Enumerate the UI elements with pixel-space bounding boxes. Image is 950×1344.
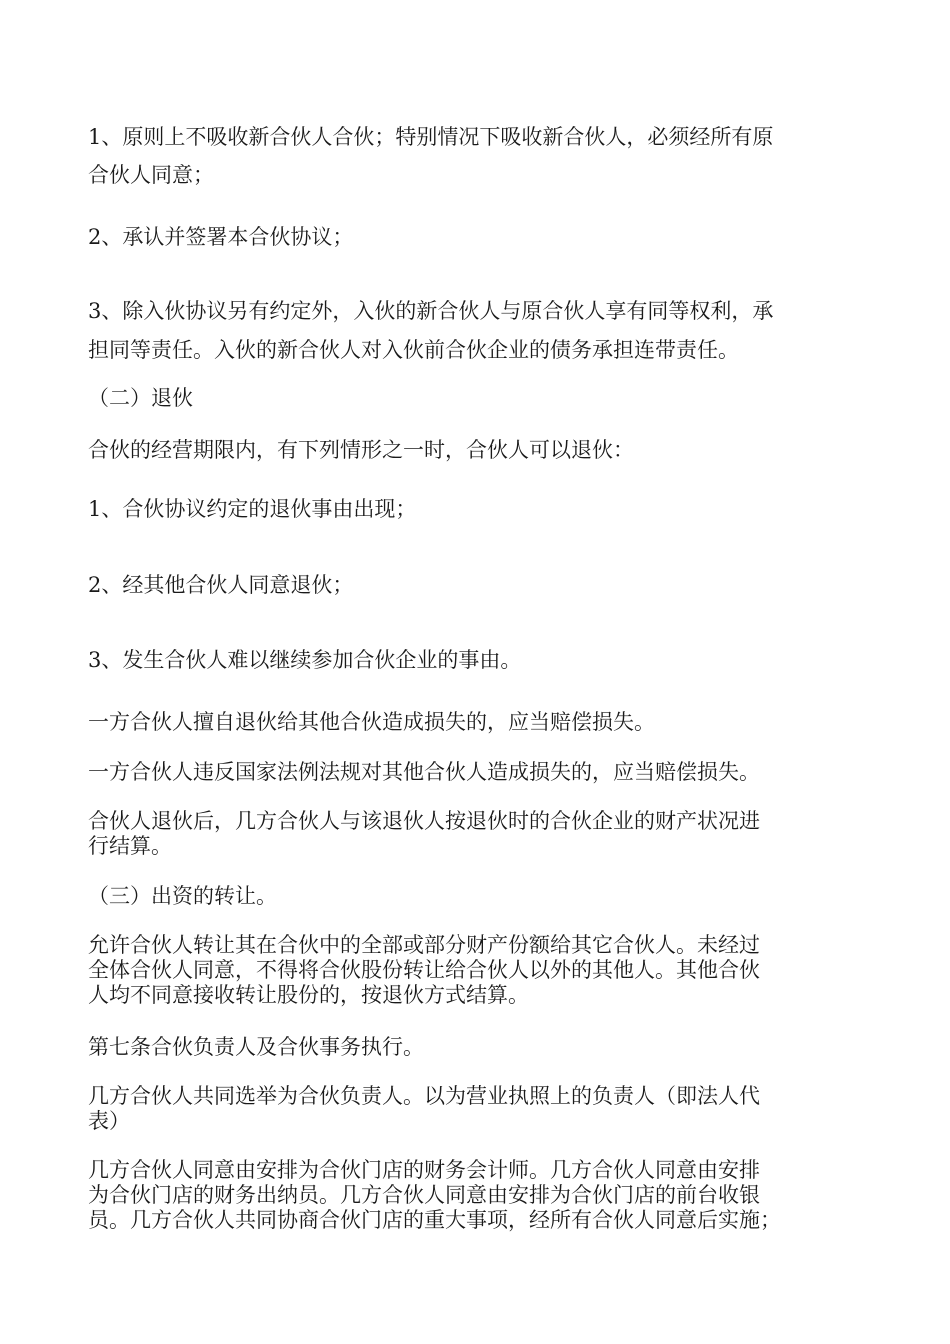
paragraph-line: 一方合伙人违反国家法例法规对其他合伙人造成损失的，应当赔偿损失。 xyxy=(88,760,760,784)
paragraph-line: 几方合伙人同意由安排为合伙门店的财务会计师。几方合伙人同意由安排 xyxy=(88,1158,760,1182)
paragraph-line: 一方合伙人擅自退伙给其他合伙造成损失的，应当赔偿损失。 xyxy=(88,710,655,734)
paragraph-line: 合伙人同意； xyxy=(88,163,214,187)
paragraph-line: 行结算。 xyxy=(88,834,172,858)
paragraph-line: 员。几方合伙人共同协商合伙门店的重大事项，经所有合伙人同意后实施； xyxy=(88,1208,781,1232)
paragraph-line: 全体合伙人同意，不得将合伙股份转让给合伙人以外的其他人。其他合伙 xyxy=(88,958,760,982)
paragraph-line: 1、合伙协议约定的退伙事由出现； xyxy=(88,497,417,521)
section-heading: （三）出资的转让。 xyxy=(88,884,277,908)
paragraph-line: 2、承认并签署本合伙协议； xyxy=(88,225,354,249)
paragraph-line: 1、原则上不吸收新合伙人合伙；特别情况下吸收新合伙人，必须经所有原 xyxy=(88,125,774,149)
paragraph-line: 2、经其他合伙人同意退伙； xyxy=(88,573,354,597)
paragraph-line: 人均不同意接收转让股份的，按退伙方式结算。 xyxy=(88,983,529,1007)
paragraph-line: 担同等责任。入伙的新合伙人对入伙前合伙企业的债务承担连带责任。 xyxy=(88,338,739,362)
paragraph-line: 3、除入伙协议另有约定外，入伙的新合伙人与原合伙人享有同等权利，承 xyxy=(88,299,774,323)
section-heading: （二）退伙 xyxy=(88,386,193,410)
paragraph-line: 表） xyxy=(88,1109,130,1133)
paragraph-line: 允许合伙人转让其在合伙中的全部或部分财产份额给其它合伙人。未经过 xyxy=(88,933,760,957)
paragraph-line: 几方合伙人共同选举为合伙负责人。以为营业执照上的负责人（即法人代 xyxy=(88,1084,760,1108)
paragraph-line: 合伙的经营期限内，有下列情形之一时，合伙人可以退伙： xyxy=(88,438,634,462)
paragraph-line: 合伙人退伙后，几方合伙人与该退伙人按退伙时的合伙企业的财产状况进 xyxy=(88,809,760,833)
paragraph-line: 为合伙门店的财务出纳员。几方合伙人同意由安排为合伙门店的前台收银 xyxy=(88,1183,760,1207)
paragraph-line: 3、发生合伙人难以继续参加合伙企业的事由。 xyxy=(88,648,522,672)
article-heading: 第七条合伙负责人及合伙事务执行。 xyxy=(88,1035,424,1059)
